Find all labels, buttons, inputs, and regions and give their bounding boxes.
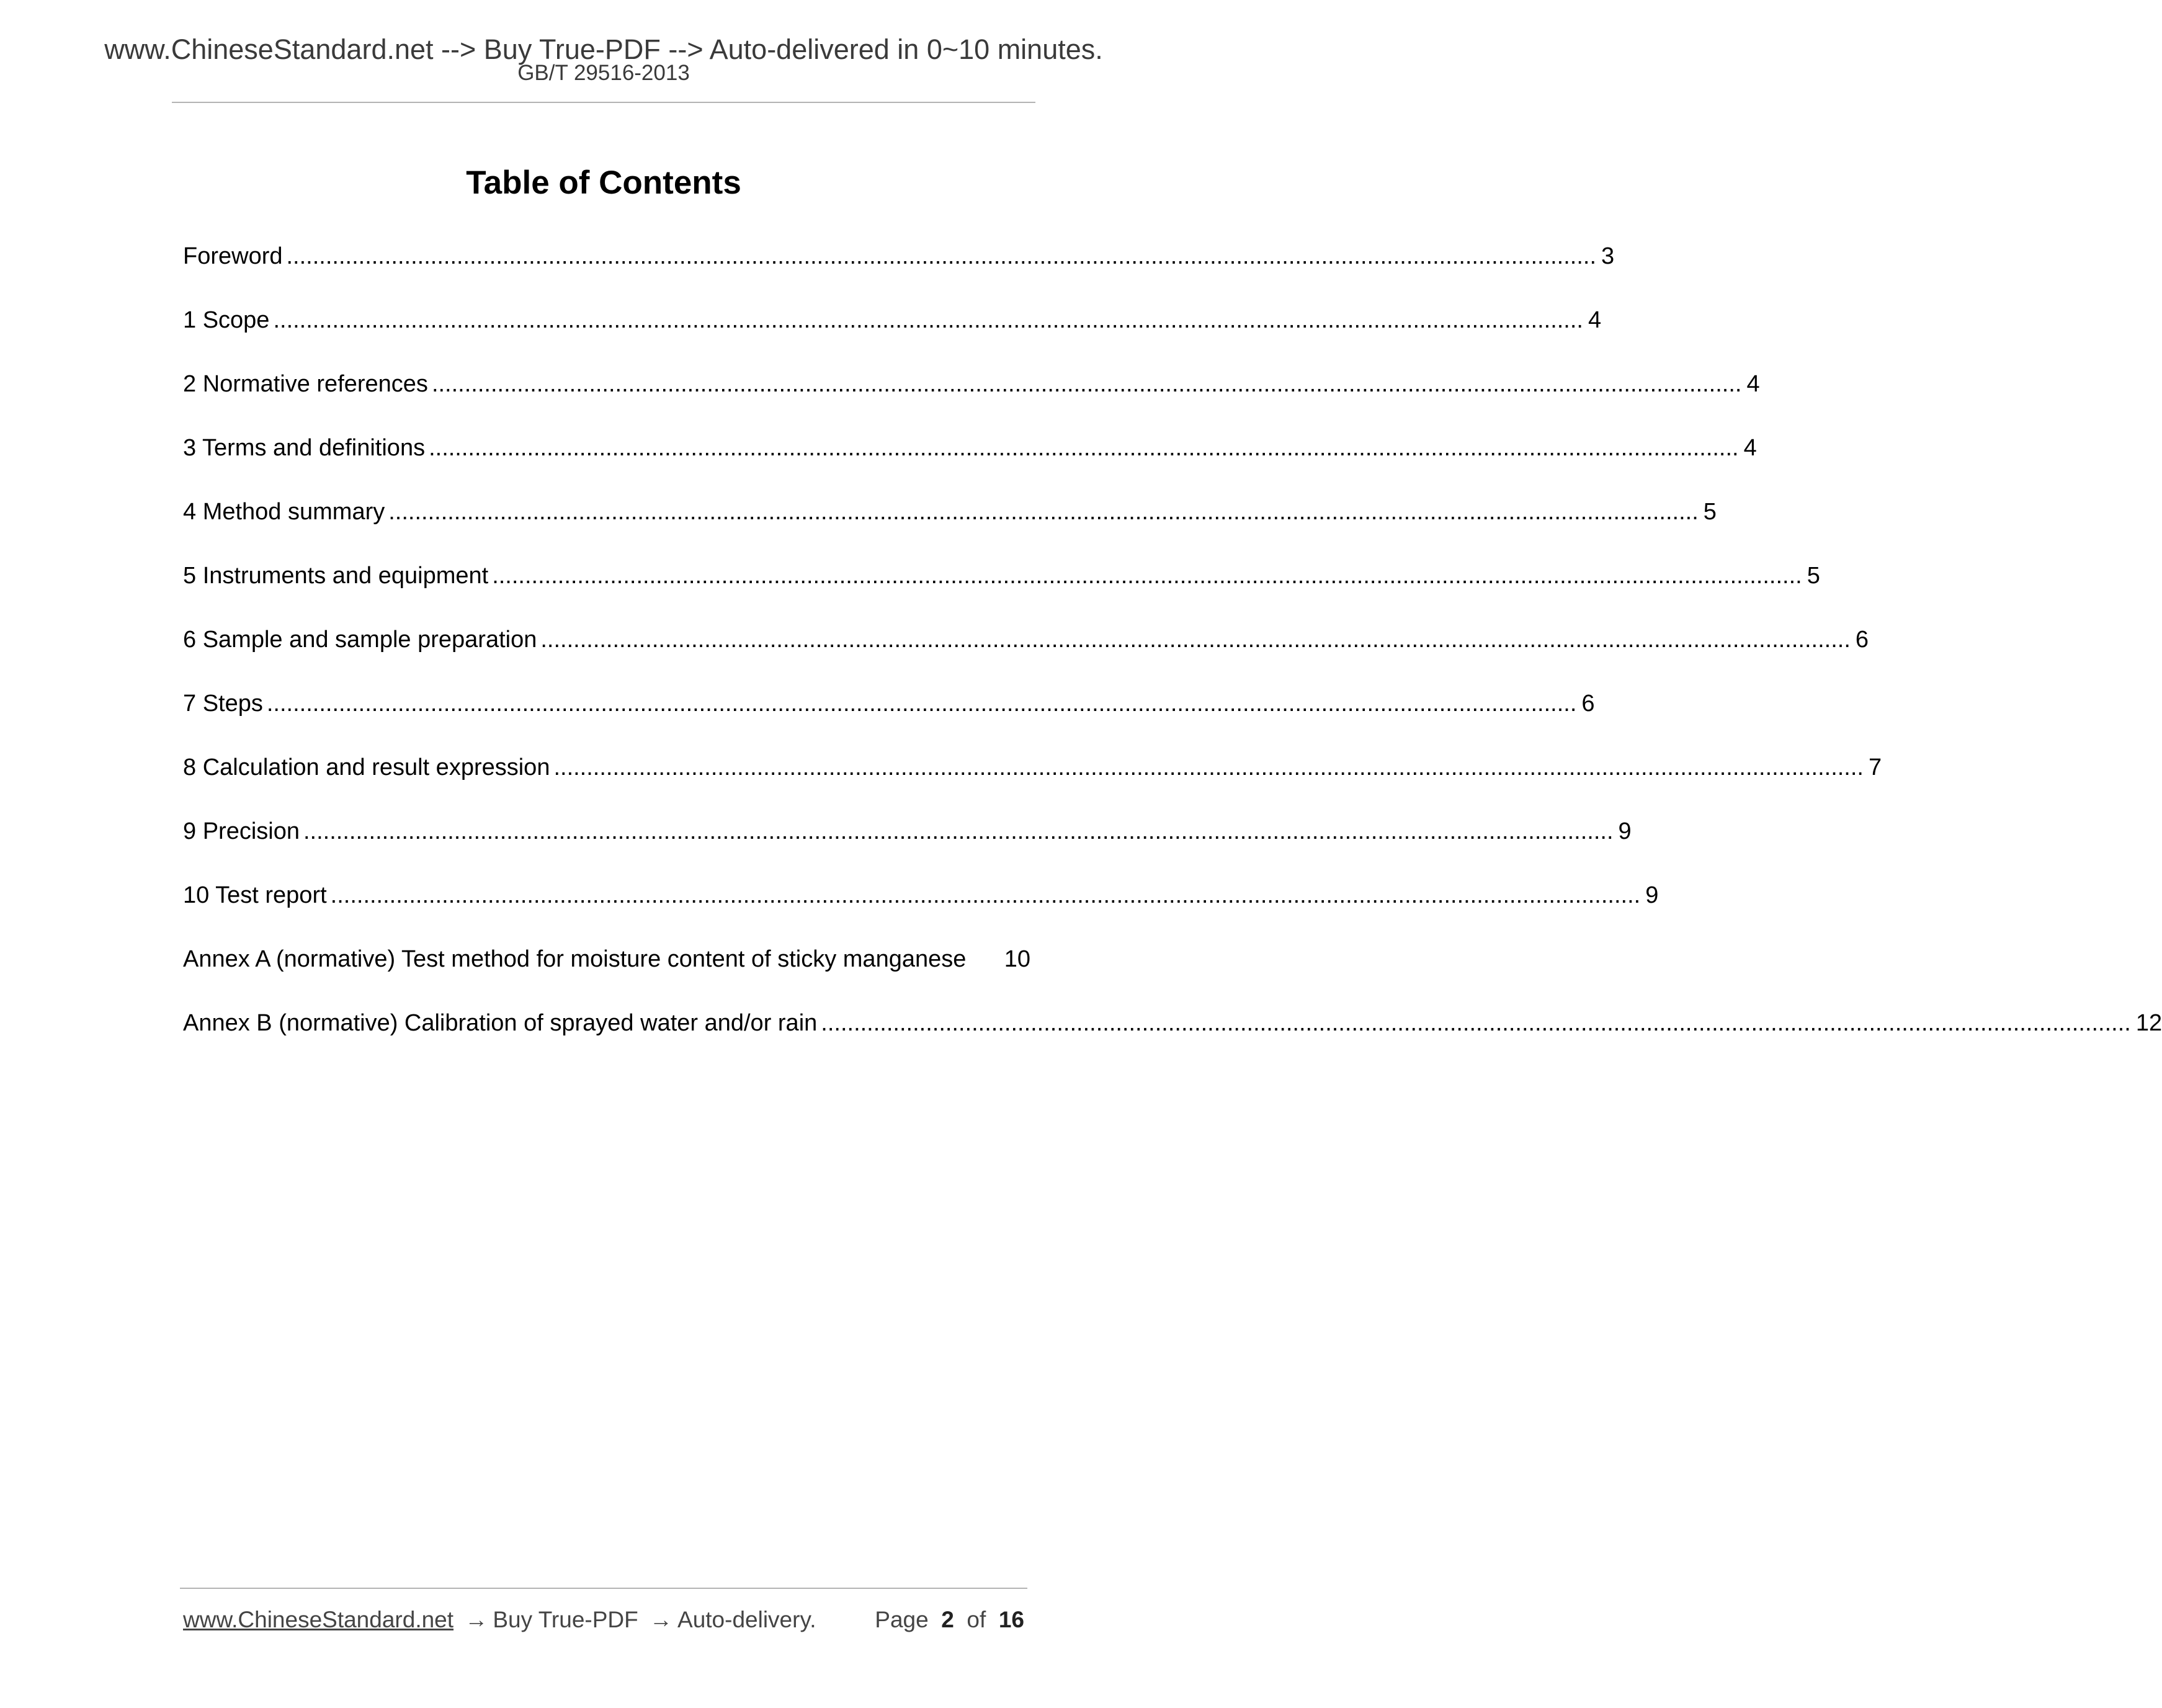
toc-entry-label: 6 Sample and sample preparation <box>183 627 537 653</box>
toc-entry-annex-a[interactable] <box>183 942 1030 1006</box>
toc-entry-page: 4 <box>1746 371 1760 397</box>
toc-entry-page: 7 <box>1868 754 1882 780</box>
toc-entry-page: 4 <box>1588 307 1602 333</box>
toc-entry-scope[interactable] <box>183 303 1602 367</box>
toc-entry-label: 2 Normative references <box>183 371 428 397</box>
toc-entry-label: 3 Terms and definitions <box>183 435 426 461</box>
toc-entry-page: 9 <box>1618 818 1632 844</box>
toc-entry-page: 5 <box>1807 563 1820 589</box>
toc-entry-test-report[interactable] <box>183 879 1659 942</box>
dot-leader: ........................................................................................................................................................................................................ <box>429 435 1739 461</box>
footer-divider <box>180 1588 1027 1589</box>
buy-pdf-text: Buy True-PDF <box>493 1607 638 1632</box>
auto-delivery-text: Auto-delivery. <box>677 1607 816 1632</box>
standard-code: GB/T 29516-2013 <box>517 61 690 85</box>
site-link[interactable]: www.ChineseStandard.net <box>183 1607 454 1632</box>
dot-leader: ........................................................................................................................................................................................................ <box>492 563 1802 589</box>
footer-links <box>183 1603 816 1637</box>
toc-entry-label: 9 Precision <box>183 818 300 844</box>
toc-entry-page: 10 <box>1004 946 1030 972</box>
toc-entry-precision[interactable] <box>183 815 1632 879</box>
header-banner: www.ChineseStandard.net --> Buy True-PDF --> Auto-delivered in 0~10 minutes. <box>104 34 1103 65</box>
toc-entry-label: Annex A (normative) Test method for moisture content of sticky manganese <box>183 946 967 972</box>
toc-entry-page: 5 <box>1703 499 1717 525</box>
toc-entry-page: 9 <box>1645 882 1659 908</box>
dot-leader: ........................................................................................................................................................................................................ <box>330 882 1641 908</box>
table-of-contents <box>183 239 2162 1070</box>
total-pages-number: 16 <box>998 1607 1024 1632</box>
dot-leader: ........................................................................................................................................................................................................ <box>553 754 1864 780</box>
toc-entry-label: 10 Test report <box>183 882 327 908</box>
arrow-right-icon: → <box>465 1607 488 1632</box>
dot-leader: ........................................................................................................................................................................................................ <box>286 243 1597 269</box>
toc-entry-page: 12 <box>2135 1010 2162 1036</box>
toc-entry-method-summary[interactable] <box>183 495 1717 559</box>
of-label: of <box>967 1607 986 1632</box>
toc-entry-page: 6 <box>1855 627 1869 653</box>
toc-entry-label: Foreword <box>183 243 283 269</box>
dot-leader: ........................................................................................................................................................................................................ <box>273 307 1583 333</box>
page-label: Page <box>875 1607 929 1632</box>
dot-leader: ........................................................................................................................................................................................................ <box>388 499 1699 525</box>
toc-entry-calculation[interactable] <box>183 751 1882 815</box>
toc-entry-terms-and-definitions[interactable] <box>183 431 1757 495</box>
page-title: Table of Contents <box>466 164 741 201</box>
dot-leader: ........................................................................................................................................................................................................ <box>540 627 1851 653</box>
toc-entry-normative-references[interactable] <box>183 367 1760 431</box>
page-number <box>875 1603 1024 1637</box>
toc-entry-page: 4 <box>1743 435 1757 461</box>
dot-leader: ........................................................................................................................................................................................................ <box>431 371 1742 397</box>
toc-entry-page: 6 <box>1581 691 1595 717</box>
arrow-right-icon: → <box>650 1607 673 1632</box>
toc-entry-label: Annex B (normative) Calibration of sprayed water and/or rain <box>183 1010 818 1036</box>
toc-entry-label: 1 Scope <box>183 307 270 333</box>
dot-leader: ........................................................................................................................................................................................................ <box>821 1010 2131 1036</box>
toc-entry-steps[interactable] <box>183 687 1595 751</box>
current-page-number: 2 <box>941 1607 954 1632</box>
toc-entry-page: 3 <box>1601 243 1615 269</box>
toc-entry-label: 8 Calculation and result expression <box>183 754 550 780</box>
toc-entry-label: 4 Method summary <box>183 499 385 525</box>
dot-leader: ........................................................................................................................................................................................................ <box>303 818 1614 844</box>
toc-entry-annex-b[interactable] <box>183 1006 2162 1070</box>
toc-entry-label: 7 Steps <box>183 691 263 717</box>
header-divider <box>172 102 1035 103</box>
dot-leader: ........................................................................................................................................................................................................ <box>266 691 1577 717</box>
toc-entry-label: 5 Instruments and equipment <box>183 563 489 589</box>
toc-entry-sample-preparation[interactable] <box>183 623 1869 687</box>
toc-entry-instruments-and-equipment[interactable] <box>183 559 1820 623</box>
page-footer <box>183 1603 1024 1637</box>
toc-entry-foreword[interactable] <box>183 239 1615 303</box>
